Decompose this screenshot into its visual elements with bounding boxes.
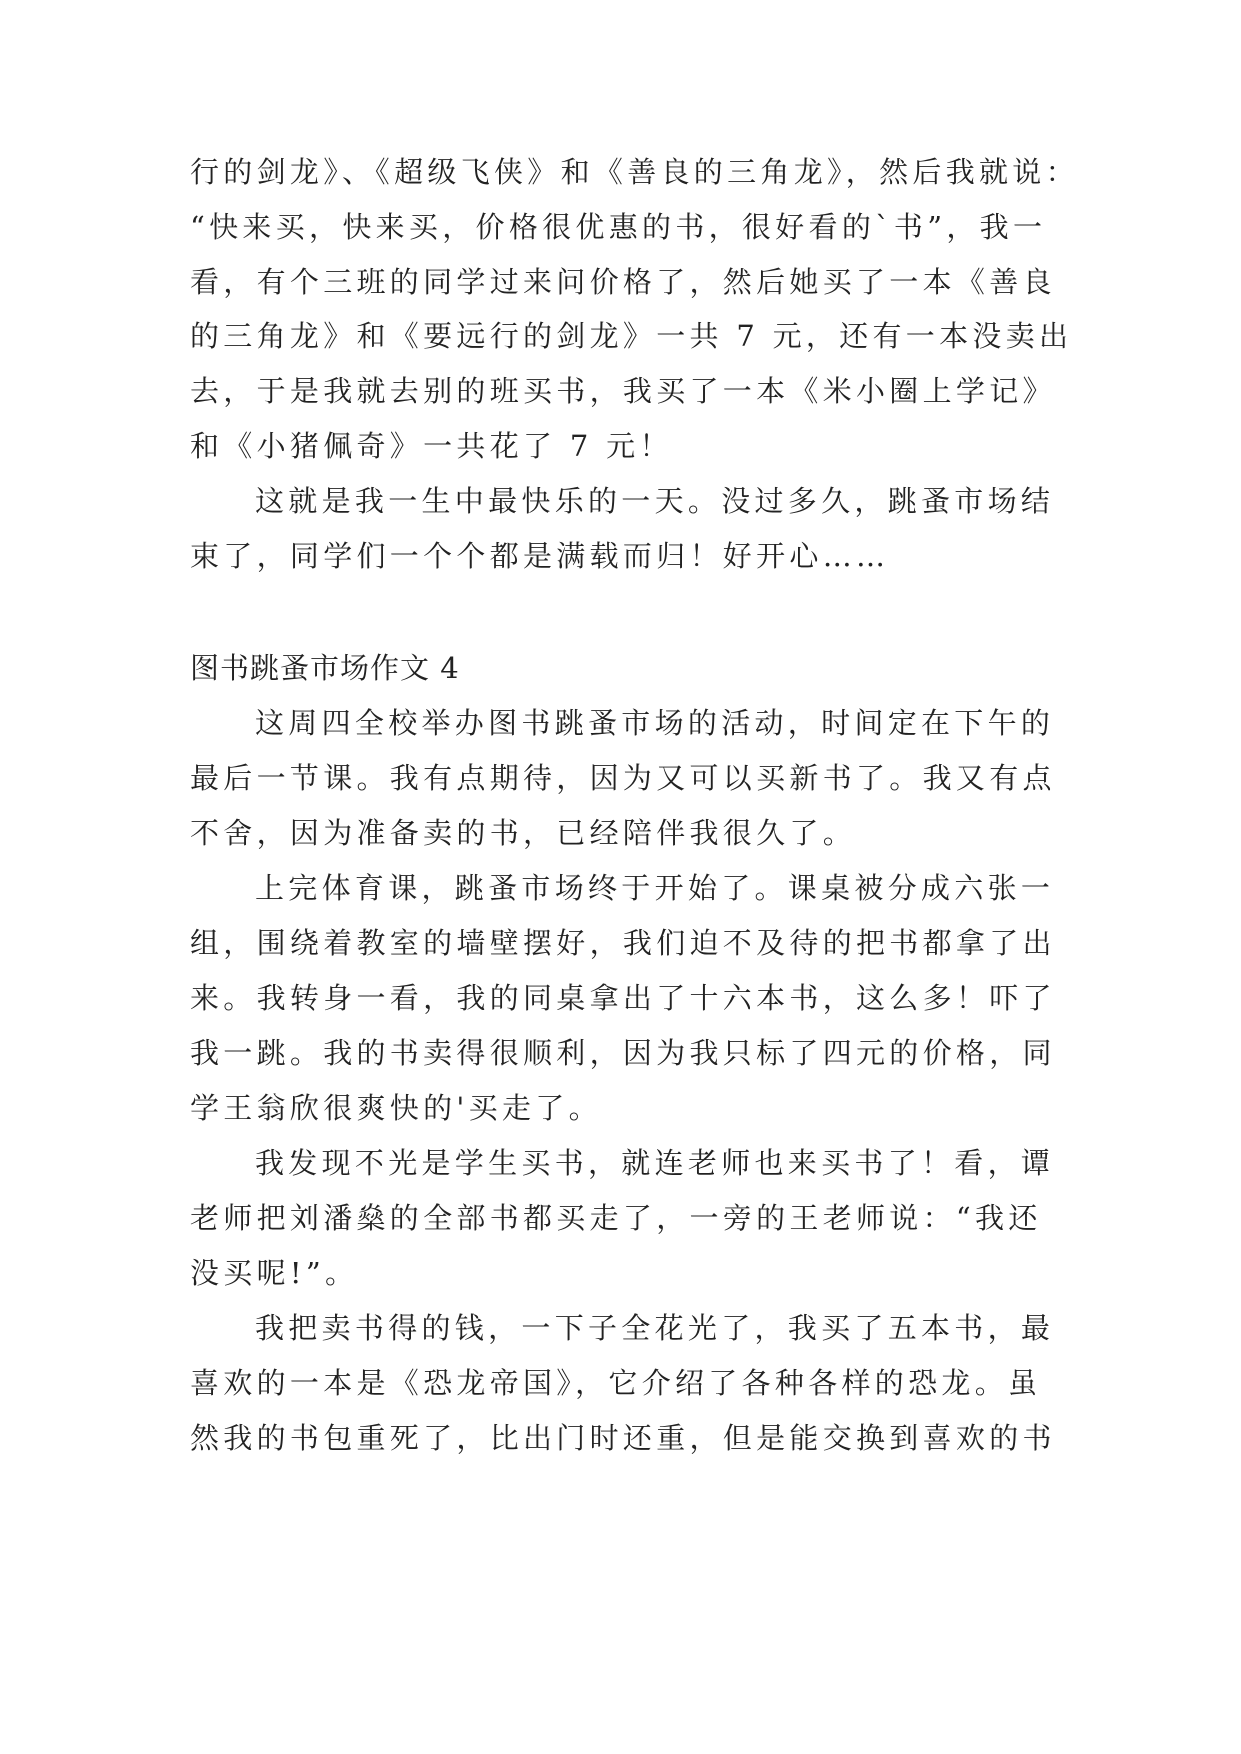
text-line: 束了，同学们一个个都是满载而归！好开心…… (190, 539, 890, 573)
text-line: 看，有个三班的同学过来问价格了，然后她买了一本《善良 (190, 265, 1056, 299)
text-line: 行的剑龙》、《超级飞侠》和《善良的三角龙》，然后我就说： (190, 155, 1079, 189)
text-line: 我把卖书得的钱，一下子全花光了，我买了五本书，最 (255, 1311, 1055, 1345)
text-line: 然我的书包重死了，比出门时还重，但是能交换到喜欢的书 (190, 1421, 1056, 1455)
text-line: 这周四全校举办图书跳蚤市场的活动，时间定在下午的 (255, 706, 1055, 740)
text-line: 来。我转身一看，我的同桌拿出了十六本书，这么多！吓了 (190, 981, 1056, 1015)
text-line: 没买呢!”。 (190, 1256, 359, 1290)
text-line: 组，围绕着教室的墙壁摆好，我们迫不及待的把书都拿了出 (190, 926, 1056, 960)
text-line: “快来买，快来买，价格很优惠的书，很好看的`书”，我一 (190, 210, 1047, 244)
text-line: 不舍，因为准备卖的书，已经陪伴我很久了。 (190, 816, 857, 850)
text-line: 喜欢的一本是《恐龙帝国》，它介绍了各种各样的恐龙。虽 (190, 1366, 1042, 1400)
text-line: 和《小猪佩奇》一共花了 7 元！ (190, 429, 673, 463)
text-line: 我一跳。我的书卖得很顺利，因为我只标了四元的价格，同 (190, 1036, 1056, 1070)
text-line: 学王翁欣很爽快的'买走了。 (190, 1091, 602, 1125)
text-line: 最后一节课。我有点期待，因为又可以买新书了。我又有点 (190, 761, 1056, 795)
text-line: 这就是我一生中最快乐的一天。没过多久，跳蚤市场结 (255, 484, 1055, 518)
text-line: 上完体育课，跳蚤市场终于开始了。课桌被分成六张一 (255, 871, 1055, 905)
text-line: 去，于是我就去别的班买书，我买了一本《米小圈上学记》 (190, 374, 1056, 408)
text-line: 老师把刘潘燊的全部书都买走了，一旁的王老师说：“我还 (190, 1201, 1042, 1235)
text-line: 我发现不光是学生买书，就连老师也来买书了！看，谭 (255, 1146, 1055, 1180)
section-heading: 图书跳蚤市场作文 4 (190, 651, 460, 685)
text-line: 的三角龙》和《要远行的剑龙》一共 7 元，还有一本没卖出 (190, 319, 1073, 353)
